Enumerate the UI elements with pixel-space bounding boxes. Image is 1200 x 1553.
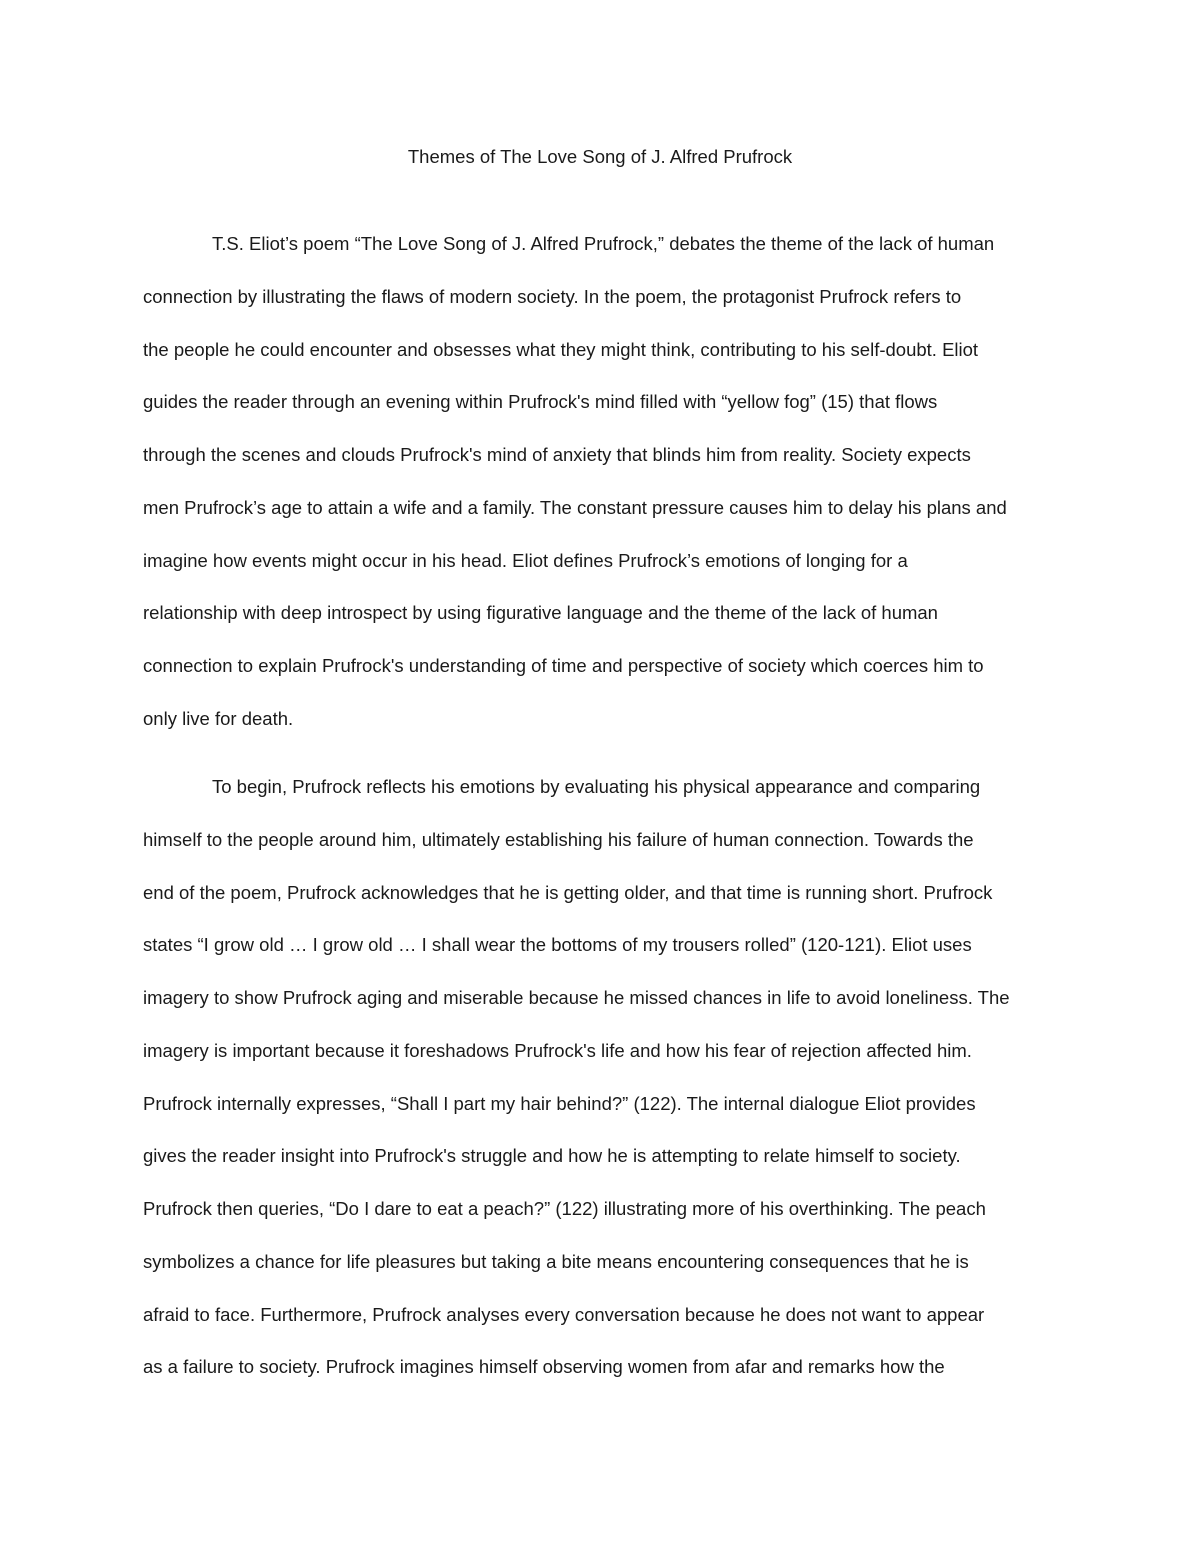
paragraph-1-line: relationship with deep introspect by using figurative language and the theme of the lack of human xyxy=(143,602,938,623)
paragraph-1-line: imagine how events might occur in his head. Eliot defines Prufrock’s emotions of longing for a xyxy=(143,550,908,571)
paragraph-1-line: only live for death. xyxy=(143,708,294,729)
paragraph-2-line: Prufrock internally expresses, “Shall I part my hair behind?” (122). The internal dialogue Eliot provides xyxy=(143,1093,976,1114)
paragraph-2-line: symbolizes a chance for life pleasures but taking a bite means encountering consequences that he is xyxy=(143,1251,969,1272)
document-title: Themes of The Love Song of J. Alfred Prufrock xyxy=(407,146,793,167)
paragraph-1-line: the people he could encounter and obsesses what they might think, contributing to his self-doubt. Eliot xyxy=(143,339,979,360)
paragraph-2-line: Prufrock then queries, “Do I dare to eat a peach?” (122) illustrating more of his overthinking. The peach xyxy=(143,1198,986,1219)
paragraph-2-line: himself to the people around him, ultimately establishing his failure of human connection. Towards the xyxy=(143,829,974,850)
paragraph-1-line: guides the reader through an evening within Prufrock's mind filled with “yellow fog” (15) that flows xyxy=(143,391,938,412)
paragraph-2-line: as a failure to society. Prufrock imagines himself observing women from afar and remarks how the xyxy=(143,1356,945,1377)
paragraph-2-line: states “I grow old … I grow old … I shall wear the bottoms of my trousers rolled” (120-121). Eliot uses xyxy=(143,934,972,955)
paragraph-2-line: To begin, Prufrock reflects his emotions by evaluating his physical appearance and comparing xyxy=(212,776,981,797)
paragraph-1-line: connection to explain Prufrock's understanding of time and perspective of society which coerces him to xyxy=(143,655,984,676)
paragraph-2-line: imagery to show Prufrock aging and miserable because he missed chances in life to avoid loneliness. The xyxy=(143,987,1010,1008)
paragraph-1-line: through the scenes and clouds Prufrock's mind of anxiety that blinds him from reality. Society expects xyxy=(143,444,971,465)
paragraph-2-line: afraid to face. Furthermore, Prufrock analyses every conversation because he does not want to appear xyxy=(143,1304,985,1325)
paragraph-2-line: imagery is important because it foreshadows Prufrock's life and how his fear of rejection affected him. xyxy=(143,1040,972,1061)
paragraph-2-line: gives the reader insight into Prufrock's struggle and how he is attempting to relate himself to society. xyxy=(143,1145,961,1166)
paragraph-1-line: connection by illustrating the flaws of modern society. In the poem, the protagonist Prufrock refers to xyxy=(143,286,962,307)
paragraph-1-line: T.S. Eliot’s poem “The Love Song of J. Alfred Prufrock,” debates the theme of the lack of human xyxy=(212,233,995,254)
paragraph-1-line: men Prufrock’s age to attain a wife and a family. The constant pressure causes him to delay his plans and xyxy=(143,497,1007,518)
paragraph-2-line: end of the poem, Prufrock acknowledges that he is getting older, and that time is running short. Prufrock xyxy=(143,882,993,903)
